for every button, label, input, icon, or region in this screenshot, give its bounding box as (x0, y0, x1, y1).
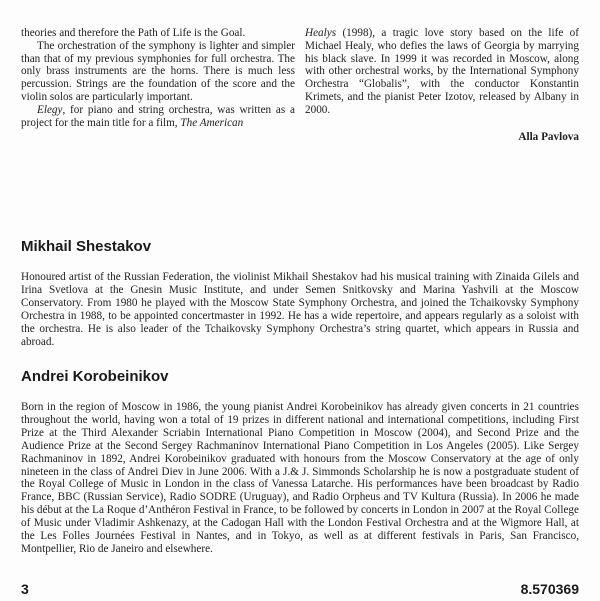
section-body: Born in the region of Moscow in 1986, the young pianist Andrei Korobeinikov has already given concerts in 21 countries throughout the world, having won a total of 19 prizes in different national and international competitions, including First Prize at the Third Alexander Scriabin International Piano Competition in Moscow (2004), and Second Prize and the Audience Prize at the Second Sergey Rachmaninov International Piano Competition in Los Angeles (2005). Like Sergey Rachmaninov in 1892, Andrei Korobeinikov graduated with honours from the Moscow Conservatory at the age of only nineteen in the class of Andrei Diev in June 2006. With a J.& J. Simmonds Scholarship he is now a postgraduate student of the Royal College of Music in London in the class of Vanessa Latarche. His performances have been broadcast by Radio France, BBC (Russian Service), Radio SODRE (Uruguay), and Radio Orpheus and TV Kultura (Russia). In 2006 he made his début at the La Roque d’Anthéron Festival in France, to be followed by concerts in London in 2007 at the Royal College of Music under Vladimir Ashkenazy, at the Cadogan Hall with the London Festival Orchestra and at the Wigmore Hall, at the Les Folles Journées Festival in Nantes, and in Tokyo, as well as at different festivals in Paris, San Francisco, Montpellier, Rio de Janeiro and elsewhere. (21, 401, 579, 555)
film-title-part2: Healys (305, 27, 337, 39)
healys-text: (1998), a tragic love story based on the life of Michael Healy, who defies the laws of Georgia by marrying his black slave. In 1999 it was recorded in Moscow, along with other orchestral works, by the International Symphony Orchestra “Globalis”, with the conductor Konstantin Krimets, and the pianist Peter Izotov, released by Albany in 2000. (305, 27, 579, 116)
author-signature: Alla Pavlova (518, 130, 579, 143)
two-column-text (21, 0, 579, 143)
film-title-part1: The American (180, 116, 244, 129)
bio-section-shestakov (21, 238, 579, 348)
paragraph-path-of-life: theories and therefore the Path of Life is the Goal. (21, 27, 246, 39)
paragraph-elegy (21, 104, 295, 130)
section-heading: Andrei Korobeinikov (21, 368, 169, 385)
catalogue-number: 8.570369 (520, 581, 579, 597)
section-body: Honoured artist of the Russian Federation, the violinist Mikhail Shestakov had his musical training with Zinaida Gilels and Irina Svetlova at the Gnesin Music Institute, and under Semen Snitkovsky and Marina Yashvili at the Moscow Conservatory. From 1980 he played with the Moscow State Symphony Orchestra, and joined the Tchaikovsky Symphony Orchestra in 1988, to be appointed concertmaster in 1992. He has a wide repertoire, and appears regularly as a soloist with the orchestra. He is also leader of the Tchaikovsky Symphony Orchestra’s string quartet, which appears in Russia and abroad. (21, 271, 579, 348)
paragraph-orchestration: The orchestration of the symphony is lighter and simpler than that of my previous symphonies for full orchestra. The only brass instruments are the horns. There is much less percussion. Strings are the foundation of the score and the violin solos are particularly important. (21, 39, 295, 103)
bio-section-korobeinikov (21, 368, 579, 556)
page-footer (21, 581, 579, 597)
section-heading: Mikhail Shestakov (21, 238, 152, 255)
right-column (305, 0, 579, 143)
elegy-text: , for piano and string orchestra, was written as a project for the main title for a film, (21, 103, 295, 129)
paragraph-healys (305, 27, 579, 117)
work-title-elegy: Elegy (37, 103, 63, 116)
page-number: 3 (21, 581, 29, 597)
left-column (21, 0, 295, 143)
